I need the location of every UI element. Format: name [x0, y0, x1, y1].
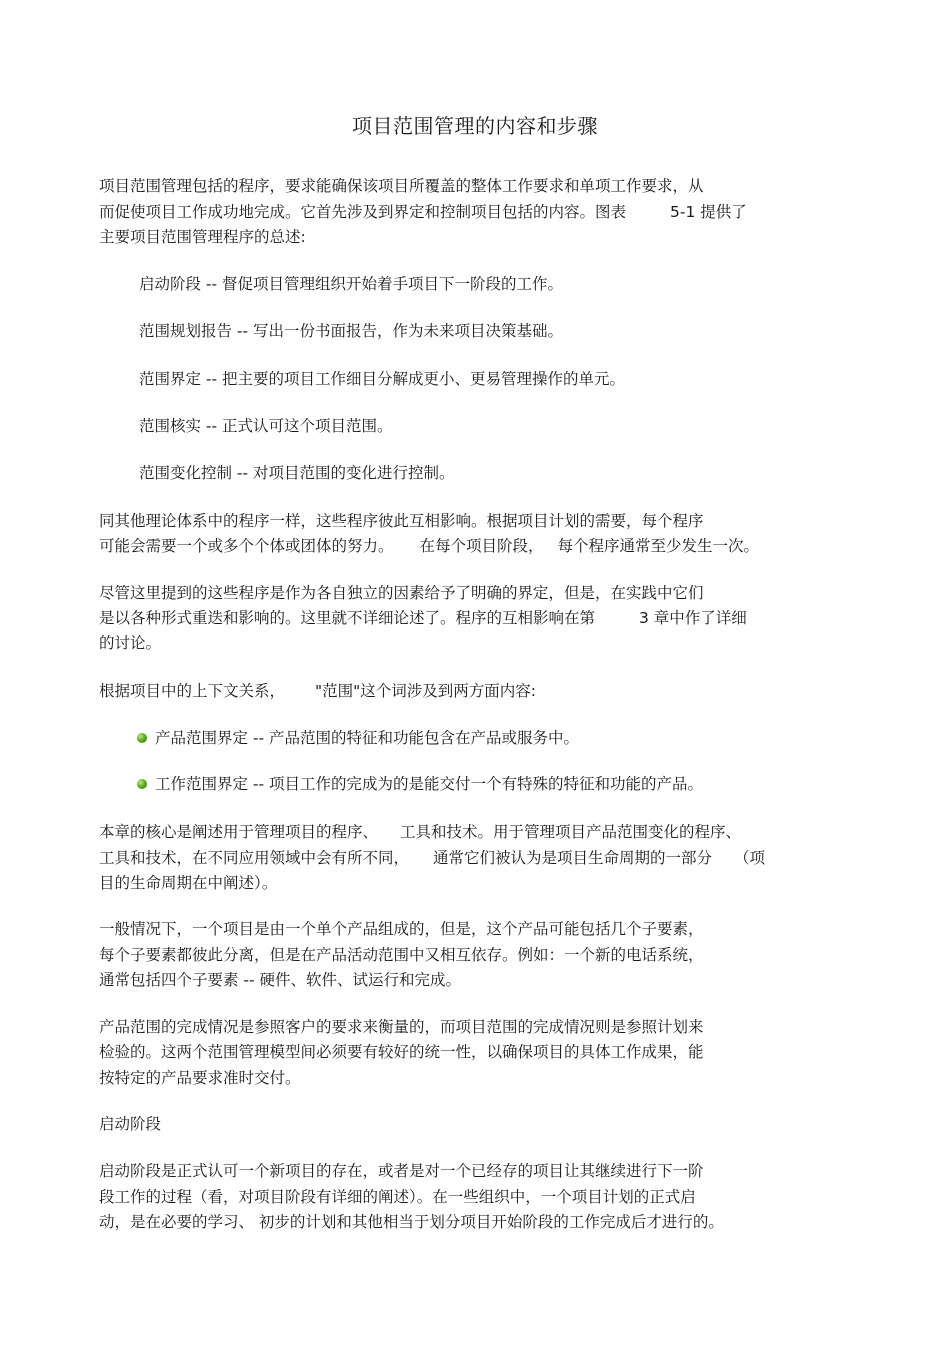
green-dot-bullet-icon — [137, 779, 147, 789]
defined-line-2 — [99, 606, 747, 630]
core-line-2-part-1: 工具和技术，在不同应用领域中会有所不同， — [99, 849, 410, 867]
intro-line-2 — [99, 200, 747, 224]
general-line-3: 通常包括四个子要素 -- 硬件、软件、试运行和完成。 — [99, 971, 462, 989]
process-item-scope-planning: 范围规划报告 -- 写出一份书面报告，作为未来项目决策基础。 — [139, 322, 564, 340]
document-title: 项目范围管理的内容和步骤 — [352, 114, 598, 138]
bullet-item-text: 工作范围界定 -- 项目工作的完成为的是能交付一个有特殊的特征和功能的产品。 — [155, 775, 704, 793]
core-line-1 — [99, 820, 741, 844]
interaction-line-1: 同其他理论体系中的程序一样，这些程序彼此互相影响。根据项目计划的需要，每个程序 — [99, 512, 704, 530]
process-item-scope-change-control: 范围变化控制 -- 对项目范围的变化进行控制。 — [139, 464, 455, 482]
intro-line-3: 主要项目范围管理程序的总述: — [99, 228, 306, 246]
chapter-reference: 3 章中作了详细 — [639, 609, 747, 627]
completion-line-2: 检验的。这两个范围管理模型间必须要有较好的统一性，以确保项目的具体工作成果，能 — [99, 1043, 704, 1061]
general-line-2: 每个子要素都彼此分离，但是在产品活动范围中又相互依存。例如：一个新的电话系统， — [99, 946, 704, 964]
initiation-line-1: 启动阶段是正式认可一个新项目的存在，或者是对一个已经存的项目让其继续进行下一阶 — [99, 1162, 704, 1180]
core-line-2-part-3: （项 — [734, 849, 766, 867]
core-line-3: 目的生命周期在中阐述）。 — [99, 874, 278, 892]
intro-line-1: 项目范围管理包括的程序，要求能确保该项目所覆盖的整体工作要求和单项工作要求，从 — [99, 177, 704, 195]
process-item-scope-definition: 范围界定 -- 把主要的项目工作细目分解成更小、更易管理操作的单元。 — [139, 370, 626, 388]
core-line-2 — [99, 846, 765, 870]
context-line-part-1: 根据项目中的上下文关系， — [99, 682, 286, 700]
intro-line-2-text: 而促使项目工作成功地完成。它首先涉及到界定和控制项目包括的内容。图表 — [99, 203, 627, 221]
defined-line-3: 的讨论。 — [99, 634, 162, 652]
green-dot-bullet-icon — [137, 733, 147, 743]
interaction-line-2-part-3: 每个程序通常至少发生一次。 — [557, 537, 760, 555]
context-line — [99, 679, 536, 703]
interaction-line-2-part-1: 可能会需要一个或多个个体或团体的努力。 — [99, 537, 394, 555]
core-line-2-part-2: 通常它们被认为是项目生命周期的一部分 — [433, 849, 713, 867]
process-item-scope-verification: 范围核实 -- 正式认可这个项目范围。 — [139, 417, 393, 435]
general-line-1: 一般情况下，一个项目是由一个单个产品组成的，但是，这个产品可能包括几个子要素， — [99, 920, 704, 938]
defined-line-2-text: 是以各种形式重迭和影响的。这里就不详细论述了。程序的互相影响在第 — [99, 609, 596, 627]
core-line-1-part-2: 工具和技术。用于管理项目产品范围变化的程序、 — [400, 823, 742, 841]
bullet-item-text: 产品范围界定 -- 产品范围的特征和功能包含在产品或服务中。 — [155, 729, 580, 747]
process-item-initiation: 启动阶段 -- 督促项目管理组织开始着手项目下一阶段的工作。 — [139, 275, 564, 293]
completion-line-3: 按特定的产品要求准时交付。 — [99, 1069, 301, 1087]
section-heading-initiation: 启动阶段 — [99, 1115, 162, 1133]
figure-reference: 5-1 提供了 — [670, 203, 747, 221]
core-line-1-part-1: 本章的核心是阐述用于管理项目的程序、 — [99, 823, 379, 841]
completion-line-1: 产品范围的完成情况是参照客户的要求来衡量的，而项目范围的完成情况则是参照计划来 — [99, 1018, 704, 1036]
context-line-part-2: "范围"这个词涉及到两方面内容: — [315, 682, 536, 700]
interaction-line-2 — [99, 534, 759, 558]
bullet-item-product-scope — [137, 726, 579, 750]
bullet-item-project-scope — [137, 772, 703, 796]
defined-line-1: 尽管这里提到的这些程序是作为各自独立的因素给予了明确的界定，但是，在实践中它们 — [99, 584, 704, 602]
interaction-line-2-part-2: 在每个项目阶段， — [419, 537, 544, 555]
initiation-line-2: 段工作的过程（看，对项目阶段有详细的阐述）。在一些组织中，一个项目计划的正式启 — [99, 1188, 696, 1206]
initiation-line-3: 动，是在必要的学习、 初步的计划和其他相当于划分项目开始阶段的工作完成后才进行的。 — [99, 1213, 724, 1231]
